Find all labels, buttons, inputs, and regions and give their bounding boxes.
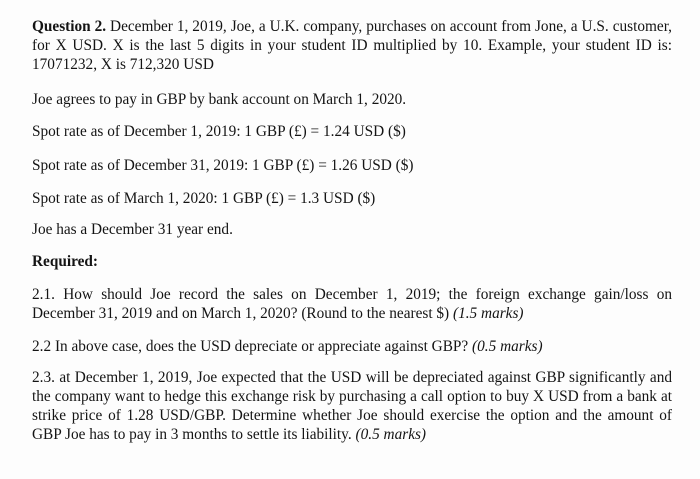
year-end-text: Joe has a December 31 year end.	[32, 221, 233, 238]
question-2-1-text: 2.1. How should Joe record the sales on December 1, 2019; the foreign exchange gain/loss on December 31, 2019 and on March 1, 2020? (Round to the nearest $)	[32, 286, 672, 322]
question-2-2-text: 2.2 In above case, does the USD depreciate or appreciate against GBP?	[32, 338, 473, 355]
question-2-2	[32, 337, 672, 356]
question-heading: Question 2.	[32, 18, 107, 35]
question-intro-paragraph	[32, 17, 672, 74]
required-heading: Required:	[32, 253, 99, 270]
question-intro-text: December 1, 2019, Joe, a U.K. company, purchases on account from Jone, a U.S. customer, for X USD. X is the last 5 digits in your student ID multiplied by 10. Example, your student ID is: 17071232, X is 712,320 USD	[32, 18, 672, 73]
question-2-1	[32, 285, 672, 323]
spot-rate-dec31: Spot rate as of December 31, 2019: 1 GBP (£) = 1.26 USD ($)	[32, 157, 414, 174]
question-2-2-marks: (0.5 marks)	[472, 338, 543, 355]
payment-agreement-text: Joe agrees to pay in GBP by bank account on March 1, 2020.	[32, 91, 407, 108]
spot-rate-mar1: Spot rate as of March 1, 2020: 1 GBP (£) = 1.3 USD ($)	[32, 190, 376, 207]
question-2-3-text: 2.3. at December 1, 2019, Joe expected that the USD will be depreciated against GBP significantly and the company want to hedge this exchange risk by purchasing a call option to buy X USD from a bank at strike price of 1.28 USD/GBP. Determine whether Joe should exercise the option and the amount of GBP Joe has to pay in 3 months to settle its liability.	[32, 369, 672, 443]
question-2-3-marks: (0.5 marks)	[355, 426, 427, 443]
question-2-3	[32, 368, 672, 444]
question-2-1-marks: (1.5 marks)	[452, 305, 524, 322]
spot-rate-dec1: Spot rate as of December 1, 2019: 1 GBP (£) = 1.24 USD ($)	[32, 123, 406, 140]
